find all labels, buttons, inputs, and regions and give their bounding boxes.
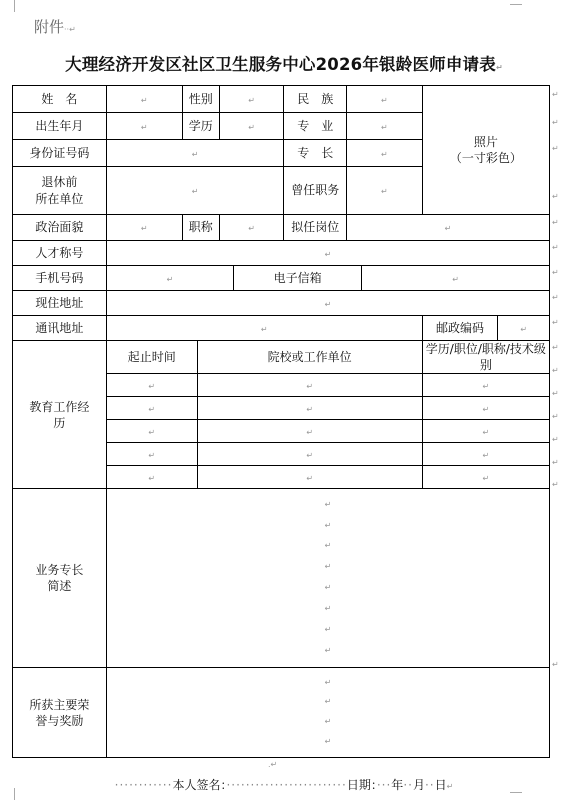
postcode-value-cell[interactable]: ↵ — [498, 316, 550, 341]
paragraph-mark: ↵ — [552, 192, 559, 201]
date-label: 日期： — [346, 778, 377, 792]
specialty-value-cell[interactable]: ↵ — [347, 140, 423, 167]
experience-time-cell[interactable]: ↵ — [106, 420, 197, 443]
row-honors — [13, 668, 550, 758]
experience-col-time: 起止时间 — [106, 341, 197, 374]
experience-header-row — [13, 341, 550, 374]
experience-level-cell[interactable]: ↵ — [422, 374, 549, 397]
row-phone — [13, 266, 550, 291]
name-label: 姓 名 — [13, 86, 107, 113]
honors-label: 所获主要荣 誉与奖励 — [13, 668, 107, 758]
paragraph-mark: ↵ — [552, 268, 559, 277]
current-address-label: 现住地址 — [13, 291, 107, 316]
specialty-label: 专 长 — [284, 140, 347, 167]
paragraph-mark: ↵ — [552, 343, 559, 352]
former-post-label: 曾任职务 — [284, 167, 347, 215]
ethnicity-value-cell[interactable]: ↵ — [347, 86, 423, 113]
political-status-value-cell[interactable]: ↵ — [106, 215, 182, 241]
phone-label: 手机号码 — [13, 266, 107, 291]
paragraph-mark: ↵ — [552, 660, 559, 669]
attachment-label: 附件··↵ — [34, 18, 76, 36]
experience-time-cell[interactable]: ↵ — [106, 374, 197, 397]
paragraph-mark: .↵ — [268, 760, 278, 769]
expertise-value-cell[interactable]: ↵ ↵ ↵ ↵ ↵ ↵ ↵ ↵ — [106, 489, 549, 668]
paragraph-mark: ↵ — [552, 243, 559, 252]
mail-address-label: 通讯地址 — [13, 316, 107, 341]
paragraph-mark: ↵ — [552, 293, 559, 302]
email-value-cell[interactable]: ↵ — [362, 266, 550, 291]
education-value-cell[interactable]: ↵ — [219, 113, 284, 140]
signature-blank[interactable]: ························· — [226, 778, 347, 792]
paragraph-mark: ↵ — [552, 118, 559, 127]
major-value-cell[interactable]: ↵ — [347, 113, 423, 140]
intended-post-label: 拟任岗位 — [284, 215, 347, 241]
paragraph-mark: ↵ — [552, 366, 559, 375]
paragraph-mark: ↵ — [552, 90, 559, 99]
major-label: 专 业 — [284, 113, 347, 140]
email-label: 电子信箱 — [233, 266, 361, 291]
page-corner-mark — [4, 0, 15, 12]
row-political — [13, 215, 550, 241]
application-form-table — [12, 85, 550, 758]
paragraph-mark: ↵ — [552, 144, 559, 153]
experience-org-cell[interactable]: ↵ — [197, 397, 422, 420]
mail-address-value-cell[interactable]: ↵ — [106, 316, 422, 341]
gender-value-cell[interactable]: ↵ — [219, 86, 284, 113]
row-mail-address — [13, 316, 550, 341]
signature-label: 本人签名： — [172, 778, 227, 792]
expertise-label: 业务专长 简述 — [13, 489, 107, 668]
paragraph-mark: ↵ — [552, 412, 559, 421]
id-value-cell[interactable]: ↵ — [106, 140, 284, 167]
honors-value-cell[interactable]: ↵ ↵ ↵ ↵ — [106, 668, 549, 758]
experience-org-cell[interactable]: ↵ — [197, 466, 422, 489]
photo-size-note: （一寸彩色） — [449, 151, 522, 165]
experience-time-cell[interactable]: ↵ — [106, 466, 197, 489]
experience-level-cell[interactable]: ↵ — [422, 420, 549, 443]
experience-time-cell[interactable]: ↵ — [106, 397, 197, 420]
experience-org-cell[interactable]: ↵ — [197, 374, 422, 397]
pre-retire-unit-label: 退休前 所在单位 — [13, 167, 107, 215]
ethnicity-label: 民 族 — [284, 86, 347, 113]
paragraph-mark: ↵ — [552, 318, 559, 327]
paragraph-mark: ↵ — [552, 218, 559, 227]
current-address-value-cell[interactable]: ↵ — [106, 291, 549, 316]
paragraph-mark: ↵ — [552, 389, 559, 398]
id-label: 身份证号码 — [13, 140, 107, 167]
talent-title-label: 人才称号 — [13, 241, 107, 266]
name-value-cell[interactable]: ↵ — [106, 86, 182, 113]
experience-col-level: 学历/职位/职称/技术级别 — [422, 341, 549, 374]
birth-value-cell[interactable]: ↵ — [106, 113, 182, 140]
postcode-label: 邮政编码 — [422, 316, 498, 341]
experience-org-cell[interactable]: ↵ — [197, 443, 422, 466]
experience-org-cell[interactable]: ↵ — [197, 420, 422, 443]
pre-retire-unit-value-cell[interactable]: ↵ — [106, 167, 284, 215]
experience-col-org: 院校或工作单位 — [197, 341, 422, 374]
form-title: 大理经济开发区社区卫生服务中心2026年银龄医师申请表↵ — [65, 55, 503, 74]
experience-level-cell[interactable]: ↵ — [422, 397, 549, 420]
experience-label: 教育工作经 历 — [13, 341, 107, 489]
experience-level-cell[interactable]: ↵ — [422, 443, 549, 466]
talent-title-value-cell[interactable]: ↵ — [106, 241, 549, 266]
row-current-address — [13, 291, 550, 316]
page-corner-mark — [510, 4, 522, 15]
education-label: 学历 — [182, 113, 219, 140]
experience-time-cell[interactable]: ↵ — [106, 443, 197, 466]
page-corner-mark — [510, 792, 522, 803]
signature-line: ············本人签名：·························日期：···年··月··日↵ — [114, 778, 454, 792]
former-post-value-cell[interactable]: ↵ — [347, 167, 423, 215]
political-status-label: 政治面貌 — [13, 215, 107, 241]
experience-level-cell[interactable]: ↵ — [422, 466, 549, 489]
paragraph-mark: ↵ — [552, 480, 559, 489]
paragraph-mark: ↵ — [552, 435, 559, 444]
row-talent — [13, 241, 550, 266]
gender-label: 性别 — [182, 86, 219, 113]
birth-label: 出生年月 — [13, 113, 107, 140]
paragraph-mark: ↵ — [552, 458, 559, 467]
phone-value-cell[interactable]: ↵ — [106, 266, 233, 291]
title-rank-value-cell[interactable]: ↵ — [219, 215, 284, 241]
photo-label: 照片 — [473, 134, 498, 149]
row-expertise — [13, 489, 550, 668]
photo-cell[interactable] — [422, 86, 549, 215]
row-name — [13, 86, 550, 113]
intended-post-value-cell[interactable]: ↵ — [347, 215, 550, 241]
title-rank-label: 职称 — [182, 215, 219, 241]
